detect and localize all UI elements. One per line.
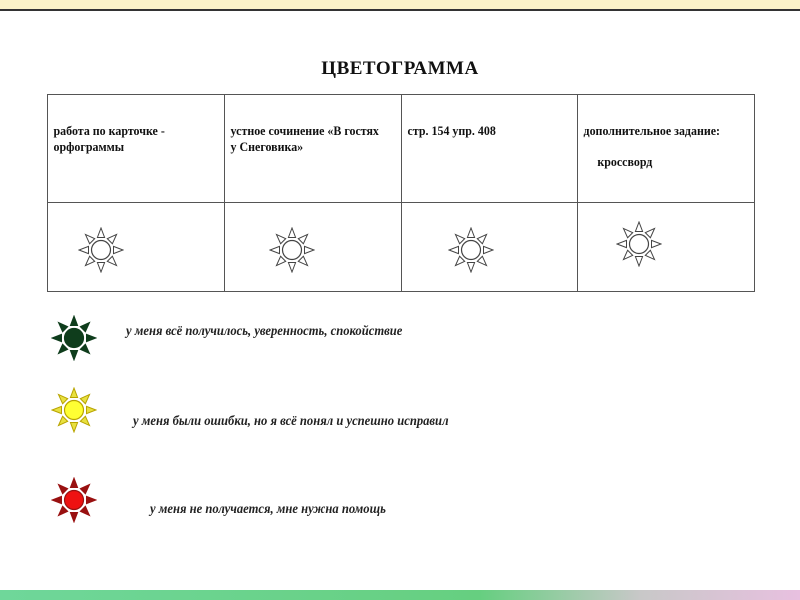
sun-ray [80,394,89,403]
sun-cell[interactable] [224,203,401,292]
sun-ray [86,406,96,413]
sun-ray [80,322,89,331]
sun-ray [298,234,307,243]
sun-ray [70,512,77,522]
legend-text-red: у меня не получается, мне нужна помощь [150,502,386,517]
legend-text-green: у меня всё получилось, уверенность, спокойствие [126,324,403,339]
sun-ray [70,478,77,488]
sun-ray [646,228,655,237]
task-label: устное сочинение «В гостях у Снеговика» [230,123,379,154]
sun-ray [86,334,96,341]
colorgram-table [47,94,755,292]
sun-ray [477,234,486,243]
sun-ray [58,344,67,353]
sun-ray [288,262,295,272]
sun-ray [80,416,89,425]
sun-ray [52,334,62,341]
sun-ray [636,256,643,266]
sun-ray [70,316,77,326]
sun-ray [652,240,662,247]
sun-ray [85,234,94,243]
task-label: дополнительное задание: [583,123,721,138]
sun-ray [270,246,280,253]
task-label: работа по карточке - орфограммы [53,123,165,154]
sun-disc [461,241,480,260]
sun-ray [80,344,89,353]
sun-icon[interactable] [78,227,124,273]
green-sun-icon [51,315,97,361]
sun-ray [58,484,67,493]
sun-ray [449,246,459,253]
sun-ray [624,250,633,259]
page-title: ЦВЕТОГРАММА [321,58,479,79]
sun-ray [52,406,62,413]
sun-ray [624,228,633,237]
slide-top-band [0,0,800,11]
sun-disc [65,491,84,510]
sun-ray [276,256,285,265]
sun-disc [65,329,84,348]
legend-text-yellow: у меня были ошибки, но я всё понял и успешно исправил [133,414,449,429]
sun-cell[interactable] [48,203,225,292]
sun-icon[interactable] [616,221,662,267]
sun-ray [276,234,285,243]
sun-ray [80,506,89,515]
sun-cell[interactable] [578,203,755,292]
sun-disc [630,235,649,254]
sun-cell[interactable] [401,203,578,292]
sun-ray [58,322,67,331]
sun-disc [282,241,301,260]
task-cell [48,95,225,203]
task-cell [578,95,755,203]
sun-ray [617,240,627,247]
sun-ray [52,496,62,503]
slide-bottom-band [0,590,800,600]
sun-ray [467,262,474,272]
sun-ray [467,228,474,238]
sun-ray [70,422,77,432]
sun-icon[interactable] [448,227,494,273]
sun-ray [304,246,314,253]
sun-disc [65,401,84,420]
sun-ray [58,394,67,403]
sun-ray [80,484,89,493]
sun-icon[interactable] [269,227,315,273]
sun-ray [113,246,123,253]
sun-ray [288,228,295,238]
sun-disc [92,241,111,260]
sun-ray [298,256,307,265]
sun-ray [636,222,643,232]
sun-ray [477,256,486,265]
task-label: стр. 154 упр. 408 [407,123,496,138]
sun-ray [107,234,116,243]
sun-ray [483,246,493,253]
yellow-sun-icon [51,387,97,433]
red-sun-icon [51,477,97,523]
sun-ray [70,388,77,398]
sun-ray [646,250,655,259]
sun-ray [58,416,67,425]
sun-ray [455,256,464,265]
sun-ray [97,262,104,272]
sun-ray [70,350,77,360]
sun-ray [455,234,464,243]
sun-ray [86,496,96,503]
sun-ray [85,256,94,265]
sun-ray [107,256,116,265]
sun-ray [79,246,89,253]
task-cell [401,95,578,203]
sun-ray [58,506,67,515]
task-cell [224,95,401,203]
sun-ray [97,228,104,238]
task-extra: кроссворд [597,154,653,169]
